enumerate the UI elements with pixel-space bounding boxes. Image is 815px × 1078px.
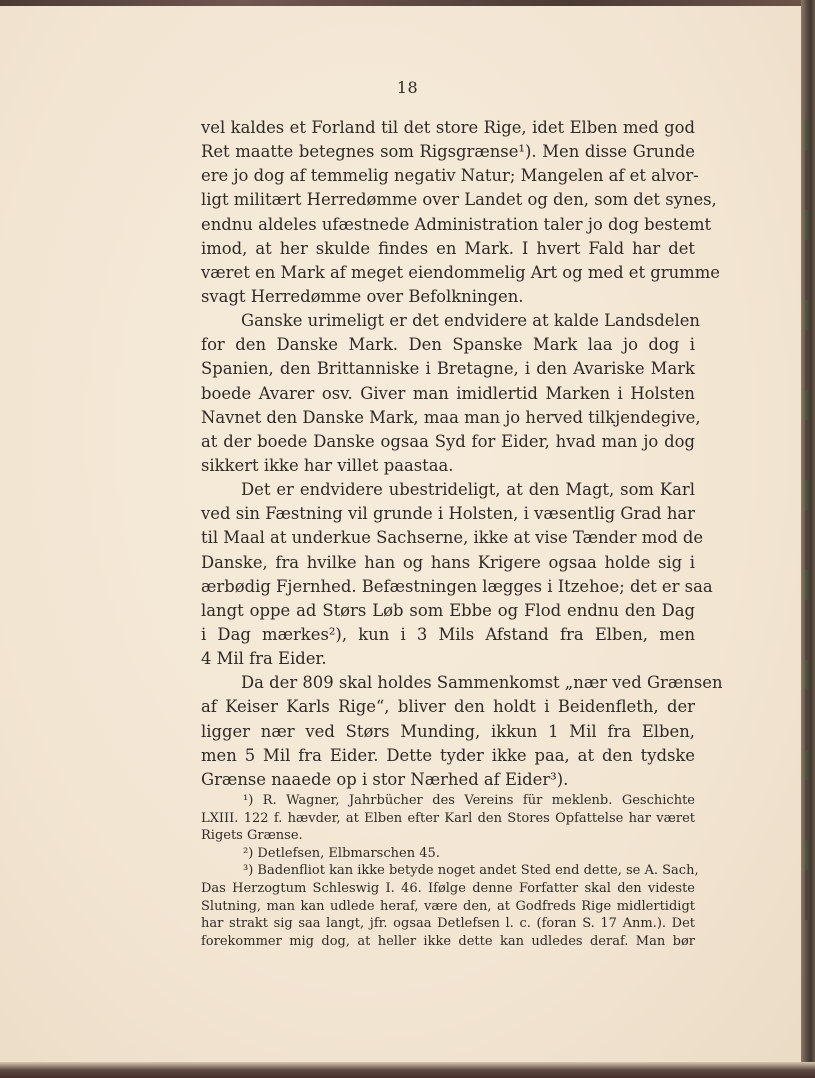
text-line: boede Avarer osv. Giver man imidlertid Marken i Holsten <box>201 383 695 403</box>
text-line: svagt Herredømme over Befolkningen. <box>201 286 524 306</box>
footnote-line: Slutning, man kan udlede heraf, være den, at Godfreds Rige midlertidigt <box>201 898 695 914</box>
book-spine-edge <box>801 0 815 1078</box>
text-line: men 5 Mil fra Eider. Dette tyder ikke paa, at den tydske <box>201 745 695 765</box>
text-line: til Maal at underkue Sachserne, ikke at vise Tænder mod de <box>201 528 704 548</box>
body-text <box>201 116 723 792</box>
text-line: Da der 809 skal holdes Sammenkomst „nær ved Grænsen <box>241 673 723 693</box>
text-line: været en Mark af meget eiendommelig Art og med et grumme <box>201 262 720 282</box>
text-line: ligger nær ved Størs Munding, ikkun 1 Mil fra Elben, <box>201 721 695 741</box>
text-line: Det er endvidere ubestrideligt, at den Magt, som Karl <box>241 480 695 500</box>
footnote-line: LXIII. 122 f. hævder, at Elben efter Karl den Stores Opfattelse har været <box>201 810 695 826</box>
page-bottom-edge <box>0 1062 815 1078</box>
footnote-line: ¹) R. Wagner, Jahrbücher des Vereins für meklenb. Geschichte <box>243 793 695 808</box>
text-line: Ret maatte betegnes som Rigsgrænse¹). Men disse Grunde <box>201 142 695 162</box>
footnote-line: Das Herzogtum Schleswig I. 46. Ifølge denne Forfatter skal den videste <box>201 880 695 896</box>
text-line: for den Danske Mark. Den Spanske Mark laa jo dog i <box>201 335 695 355</box>
text-line: ligt militært Herredømme over Landet og den, som det synes, <box>201 190 717 210</box>
text-line: ærbødig Fjernhed. Befæstningen lægges i Itzehoe; det er saa <box>201 576 713 596</box>
footnote-line: ³) Badenfliot kan ikke betyde noget andet Sted end dette, se A. Sach, <box>243 863 699 879</box>
text-line: Ganske urimeligt er det endvidere at kalde Landsdelen <box>241 311 700 331</box>
text-line: Grænse naaede op i stor Nærhed af Eider³). <box>201 769 569 789</box>
text-line: ved sin Fæstning vil grunde i Holsten, i væsentlig Grad har <box>201 504 695 524</box>
footnotes <box>201 792 699 950</box>
text-line: i Dag mærkes²), kun i 3 Mils Afstand fra Elben, men <box>201 624 695 644</box>
text-line: Danske, fra hvilke han og hans Krigere ogsaa holde sig i <box>201 552 695 572</box>
text-line: af Keiser Karls Rige“, bliver den holdt i Beidenfleth, der <box>201 697 695 717</box>
text-line: Navnet den Danske Mark, maa man jo herved tilkjendegive, <box>201 407 701 427</box>
footnote-line: Rigets Grænse. <box>201 828 303 844</box>
text-line: at der boede Danske ogsaa Syd for Eider, hvad man jo dog <box>201 431 695 451</box>
text-line: Spanien, den Brittanniske i Bretagne, i den Avariske Mark <box>201 359 695 379</box>
text-line: 4 Mil fra Eider. <box>201 649 327 669</box>
text-line: vel kaldes et Forland til det store Rige, idet Elben med god <box>201 118 695 137</box>
page-number: 18 <box>396 78 419 97</box>
text-line: ere jo dog af temmelig negativ Natur; Mangelen af et alvor- <box>201 166 699 186</box>
text-line: endnu aldeles ufæstnede Administration taler jo dog bestemt <box>201 214 712 234</box>
page-top-edge <box>0 0 815 6</box>
text-line: sikkert ikke har villet paastaa. <box>201 455 454 475</box>
footnote-line: har strakt sig saa langt, jfr. ogsaa Detlefsen l. c. (foran S. 17 Anm.). Det <box>201 916 695 932</box>
footnote-line: forekommer mig dog, at heller ikke dette kan udledes deraf. Man bør <box>201 933 695 949</box>
text-line: imod, at her skulde findes en Mark. I hvert Fald har det <box>201 238 695 258</box>
text-line: langt oppe ad Størs Løb som Ebbe og Flod endnu den Dag <box>201 600 695 620</box>
footnote-line: ²) Detlefsen, Elbmarschen 45. <box>243 845 440 861</box>
